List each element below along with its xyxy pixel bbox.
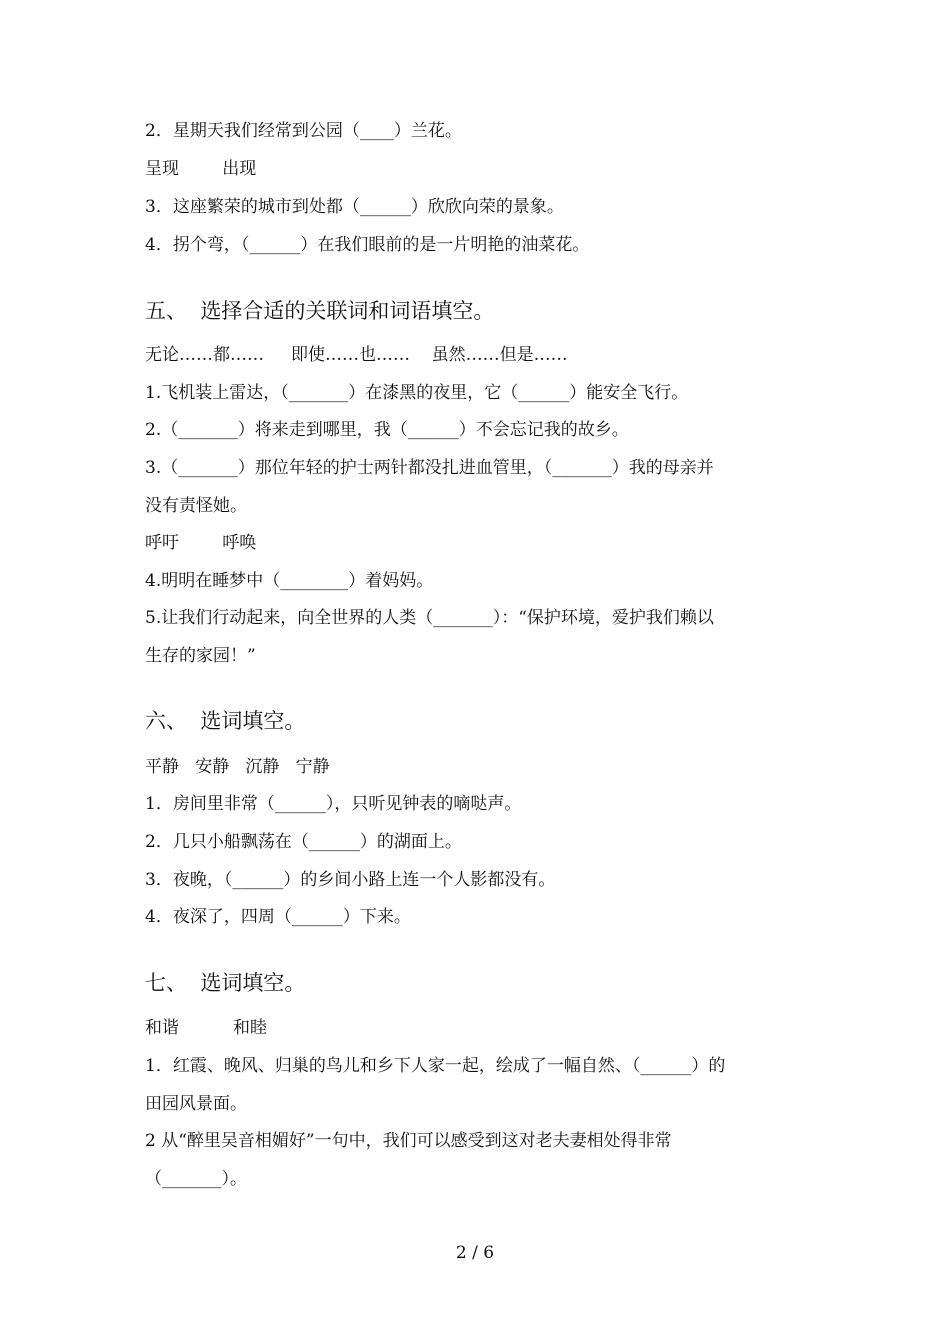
line-s6-q4: 4．夜深了，四周（______）下来。 <box>145 907 411 927</box>
line-s5-q3: 3.（_______）那位年轻的护士两针都没扎进血管里，（_______）我的母亲并 <box>145 458 714 478</box>
conjunction-options: 无论……都…… 即使……也…… 虽然……但是…… <box>145 345 568 365</box>
word-options-cheng-xian: 呈现 出现 <box>145 159 257 179</box>
word-options-jing: 平静 安静 沉静 宁静 <box>145 757 330 777</box>
line-q4-turn: 4．拐个弯，（______）在我们眼前的是一片明艳的油菜花。 <box>145 235 590 255</box>
line-s7-q2: 2 从“醉里吴音相媚好”一句中，我们可以感受到这对老夫妻相处得非常 <box>145 1131 672 1151</box>
line-s6-q2: 2．几只小船飘荡在（______）的湖面上。 <box>145 832 462 852</box>
line-s5-q2: 2.（_______）将来走到哪里，我（______）不会忘记我的故乡。 <box>145 420 629 440</box>
line-q2-park: 2．星期天我们经常到公园（____）兰花。 <box>145 121 462 141</box>
line-s7-q1-cont: 田园风景面。 <box>145 1094 247 1114</box>
line-s5-q3-cont: 没有责怪她。 <box>145 496 247 516</box>
section-five-heading: 五、 选择合适的关联词和词语填空。 <box>145 299 495 323</box>
line-s6-q1: 1．房间里非常（______），只听见钟表的嘀哒声。 <box>145 794 522 814</box>
line-s5-q5: 5.让我们行动起来，向全世界的人类（_______）：“保护环境，爱护我们赖以 <box>145 608 714 628</box>
line-s5-q4: 4.明明在睡梦中（________）着妈妈。 <box>145 571 434 591</box>
line-s5-q5-cont: 生存的家园！” <box>145 646 256 666</box>
word-options-he: 和谐 和睦 <box>145 1018 268 1038</box>
word-options-hu-yu: 呼吁 呼唤 <box>145 533 257 553</box>
page-number: 2 / 6 <box>455 1243 495 1263</box>
line-q3-city: 3．这座繁荣的城市到处都（______）欣欣向荣的景象。 <box>145 197 564 217</box>
line-s5-q1: 1.飞机装上雷达，（_______）在漆黑的夜里，它（______）能安全飞行。 <box>145 383 689 403</box>
line-s7-q2-cont: （_______）。 <box>145 1169 247 1189</box>
line-s7-q1: 1．红霞、晚风、归巢的鸟儿和乡下人家一起，绘成了一幅自然、（______）的 <box>145 1056 726 1076</box>
section-seven-heading: 七、 选词填空。 <box>145 971 306 995</box>
line-s6-q3: 3．夜晚，（______）的乡间小路上连一个人影都没有。 <box>145 870 556 890</box>
section-six-heading: 六、 选词填空。 <box>145 709 306 733</box>
